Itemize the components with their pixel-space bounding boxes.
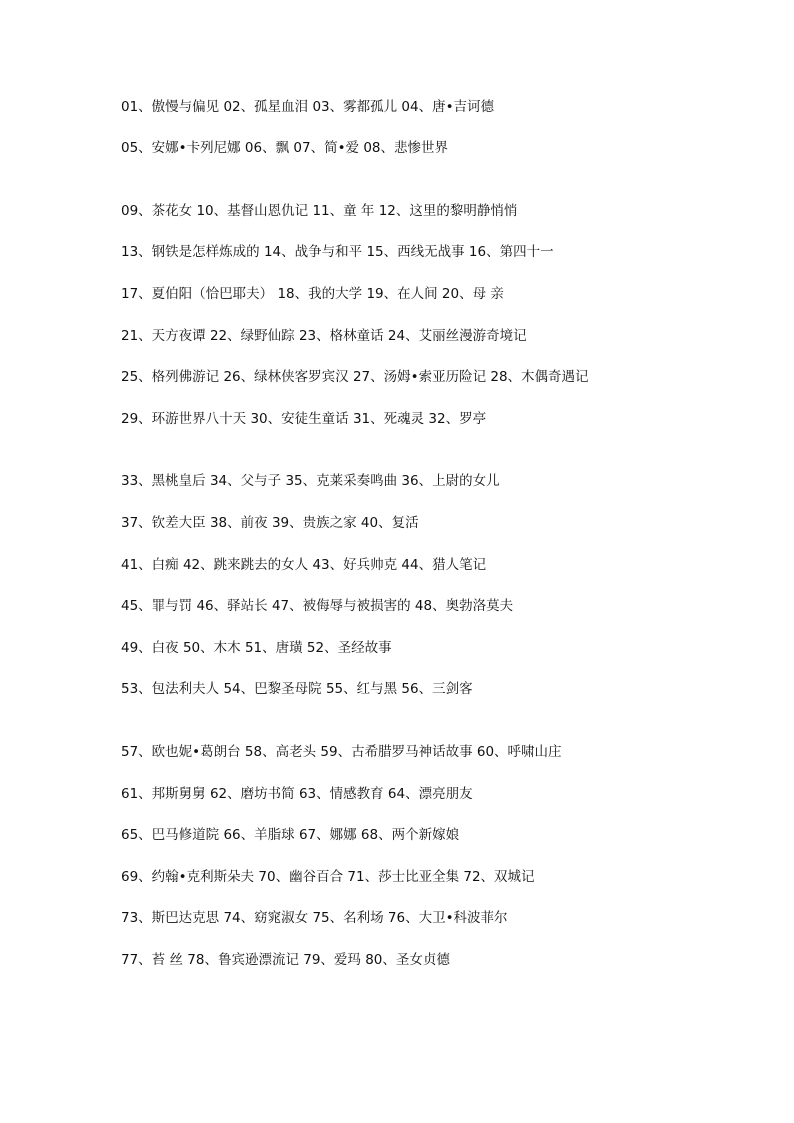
book-list-line-9: 33、黑桃皇后 34、父与子 35、克莱采奏鸣曲 36、上尉的女儿 bbox=[121, 473, 500, 489]
book-list-line-18: 69、约翰•克利斯朵夫 70、幽谷百合 71、莎士比亚全集 72、双城记 bbox=[121, 869, 535, 885]
book-list-line-1: 01、傲慢与偏见 02、孤星血泪 03、雾都孤儿 04、唐•吉诃德 bbox=[121, 99, 495, 115]
book-list-line-8: 29、环游世界八十天 30、安徒生童话 31、死魂灵 32、罗亭 bbox=[121, 411, 487, 427]
book-list-line-3: 09、茶花女 10、基督山恩仇记 11、童 年 12、这里的黎明静悄悄 bbox=[121, 203, 518, 219]
book-list-line-15: 57、欧也妮•葛朗台 58、高老头 59、古希腊罗马神话故事 60、呼啸山庄 bbox=[121, 744, 562, 760]
book-list-line-14: 53、包法利夫人 54、巴黎圣母院 55、红与黑 56、三剑客 bbox=[121, 681, 473, 697]
book-list-line-19: 73、斯巴达克思 74、窈窕淑女 75、名利场 76、大卫•科波菲尔 bbox=[121, 910, 508, 926]
book-list-line-10: 37、钦差大臣 38、前夜 39、贵族之家 40、复活 bbox=[121, 515, 419, 531]
book-list-line-6: 21、天方夜谭 22、绿野仙踪 23、格林童话 24、艾丽丝漫游奇境记 bbox=[121, 328, 527, 344]
book-list-line-7: 25、格列佛游记 26、绿林侠客罗宾汉 27、汤姆•索亚历险记 28、木偶奇遇记 bbox=[121, 369, 589, 385]
book-list-line-2: 05、安娜•卡列尼娜 06、飘 07、简•爱 08、悲惨世界 bbox=[121, 140, 449, 156]
book-list-line-5: 17、夏伯阳（恰巴耶夫） 18、我的大学 19、在人间 20、母 亲 bbox=[121, 286, 504, 302]
book-list-line-20: 77、苔 丝 78、鲁宾逊漂流记 79、爱玛 80、圣女贞德 bbox=[121, 952, 450, 968]
book-list-line-4: 13、钢铁是怎样炼成的 14、战争与和平 15、西线无战事 16、第四十一 bbox=[121, 244, 554, 260]
book-list-line-12: 45、罪与罚 46、驿站长 47、被侮辱与被损害的 48、奥勃洛莫夫 bbox=[121, 598, 514, 614]
book-list-line-16: 61、邦斯舅舅 62、磨坊书简 63、情感教育 64、漂亮朋友 bbox=[121, 786, 473, 802]
book-list-line-13: 49、白夜 50、木木 51、唐璜 52、圣经故事 bbox=[121, 640, 392, 656]
book-list-line-11: 41、白痴 42、跳来跳去的女人 43、好兵帅克 44、猎人笔记 bbox=[121, 557, 487, 573]
book-list-line-17: 65、巴马修道院 66、羊脂球 67、娜娜 68、两个新嫁娘 bbox=[121, 827, 460, 843]
